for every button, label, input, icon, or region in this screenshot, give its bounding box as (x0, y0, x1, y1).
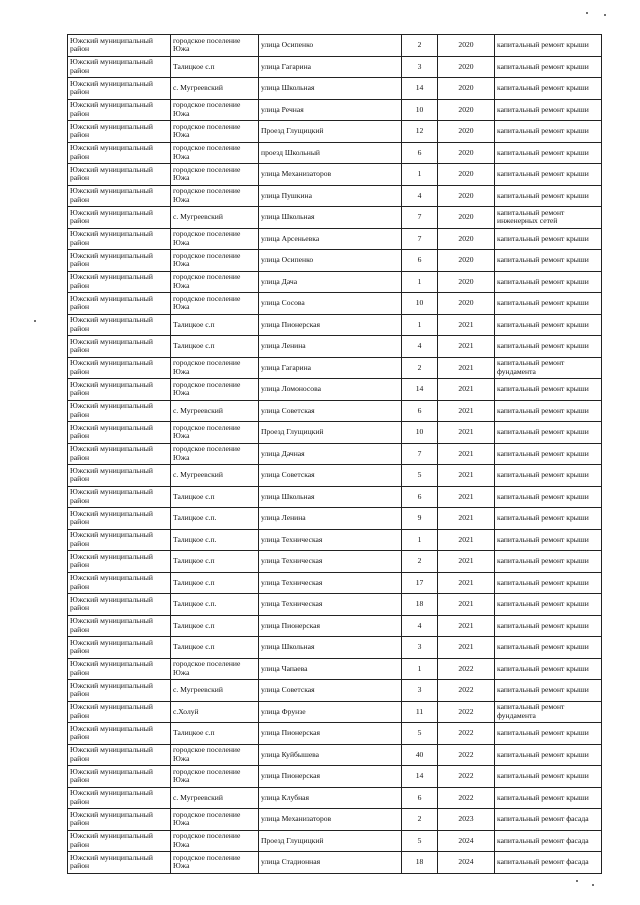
house-number-cell: 2 (402, 35, 438, 57)
settlement-cell: Талицкое с.п (171, 551, 259, 573)
street-cell: проезд Школьный (259, 142, 402, 164)
house-number-cell: 14 (402, 766, 438, 788)
table-row (68, 314, 602, 336)
street-cell: улица Школьная (259, 207, 402, 229)
street-cell: улица Механизаторов (259, 164, 402, 186)
settlement-cell: Талицкое с.п (171, 615, 259, 637)
scan-speck (586, 12, 588, 14)
district-cell: Южский муниципальный район (68, 99, 171, 121)
settlement-cell: городское поселение Южа (171, 293, 259, 315)
year-cell: 2020 (438, 142, 495, 164)
table-row (68, 78, 602, 100)
settlement-cell: городское поселение Южа (171, 658, 259, 680)
table-row (68, 400, 602, 422)
work-type-cell: капитальный ремонт крыши (495, 185, 602, 207)
street-cell: улица Школьная (259, 486, 402, 508)
district-cell: Южский муниципальный район (68, 486, 171, 508)
house-number-cell: 7 (402, 228, 438, 250)
settlement-cell: с. Мугреевский (171, 680, 259, 702)
work-type-cell: капитальный ремонт крыши (495, 78, 602, 100)
settlement-cell: городское поселение Южа (171, 250, 259, 272)
district-cell: Южский муниципальный район (68, 787, 171, 809)
work-type-cell: капитальный ремонт крыши (495, 250, 602, 272)
settlement-cell: городское поселение Южа (171, 142, 259, 164)
street-cell: улица Куйбышева (259, 744, 402, 766)
district-cell: Южский муниципальный район (68, 723, 171, 745)
year-cell: 2021 (438, 379, 495, 401)
document-page (67, 34, 601, 874)
work-type-cell: капитальный ремонт крыши (495, 35, 602, 57)
work-type-cell: капитальный ремонт крыши (495, 99, 602, 121)
table-row (68, 99, 602, 121)
table-row (68, 185, 602, 207)
work-type-cell: капитальный ремонт крыши (495, 551, 602, 573)
settlement-cell: Талицкое с.п (171, 723, 259, 745)
district-cell: Южский муниципальный район (68, 250, 171, 272)
district-cell: Южский муниципальный район (68, 228, 171, 250)
settlement-cell: с. Мугреевский (171, 787, 259, 809)
house-number-cell: 18 (402, 852, 438, 874)
year-cell: 2020 (438, 271, 495, 293)
district-cell: Южский муниципальный район (68, 809, 171, 831)
house-number-cell: 1 (402, 529, 438, 551)
street-cell: улица Речная (259, 99, 402, 121)
house-number-cell: 6 (402, 486, 438, 508)
scan-speck (34, 320, 36, 322)
settlement-cell: Талицкое с.п (171, 637, 259, 659)
district-cell: Южский муниципальный район (68, 658, 171, 680)
year-cell: 2020 (438, 35, 495, 57)
street-cell: улица Школьная (259, 637, 402, 659)
year-cell: 2020 (438, 164, 495, 186)
work-type-cell: капитальный ремонт крыши (495, 228, 602, 250)
year-cell: 2021 (438, 594, 495, 616)
house-number-cell: 4 (402, 615, 438, 637)
street-cell: улица Пионерская (259, 314, 402, 336)
year-cell: 2020 (438, 78, 495, 100)
year-cell: 2020 (438, 185, 495, 207)
house-number-cell: 6 (402, 787, 438, 809)
work-type-cell: капитальный ремонт крыши (495, 766, 602, 788)
table-row (68, 830, 602, 852)
street-cell: улица Арсеньевка (259, 228, 402, 250)
work-type-cell: капитальный ремонт фасада (495, 830, 602, 852)
work-type-cell: капитальный ремонт крыши (495, 680, 602, 702)
district-cell: Южский муниципальный район (68, 572, 171, 594)
house-number-cell: 14 (402, 379, 438, 401)
district-cell: Южский муниципальный район (68, 615, 171, 637)
street-cell: улица Ленина (259, 508, 402, 530)
street-cell: улица Техническая (259, 572, 402, 594)
year-cell: 2021 (438, 551, 495, 573)
street-cell: Проезд Глущицкий (259, 121, 402, 143)
table-row (68, 35, 602, 57)
table-row (68, 207, 602, 229)
year-cell: 2022 (438, 723, 495, 745)
street-cell: улица Дача (259, 271, 402, 293)
settlement-cell: Талицкое с.п. (171, 594, 259, 616)
district-cell: Южский муниципальный район (68, 56, 171, 78)
settlement-cell: городское поселение Южа (171, 121, 259, 143)
work-type-cell: капитальный ремонт фундамента (495, 701, 602, 723)
table-row (68, 271, 602, 293)
table-row (68, 228, 602, 250)
year-cell: 2021 (438, 357, 495, 379)
table-row (68, 164, 602, 186)
work-type-cell: капитальный ремонт крыши (495, 336, 602, 358)
house-number-cell: 10 (402, 293, 438, 315)
work-type-cell: капитальный ремонт крыши (495, 293, 602, 315)
street-cell: улица Дачная (259, 443, 402, 465)
table-row (68, 529, 602, 551)
table-row (68, 465, 602, 487)
street-cell: улица Советская (259, 465, 402, 487)
work-type-cell: капитальный ремонт крыши (495, 787, 602, 809)
house-number-cell: 4 (402, 185, 438, 207)
district-cell: Южский муниципальный район (68, 121, 171, 143)
table-row (68, 680, 602, 702)
settlement-cell: городское поселение Южа (171, 228, 259, 250)
work-type-cell: капитальный ремонт инженерных сетей (495, 207, 602, 229)
table-row (68, 572, 602, 594)
year-cell: 2021 (438, 443, 495, 465)
house-number-cell: 2 (402, 551, 438, 573)
district-cell: Южский муниципальный район (68, 185, 171, 207)
settlement-cell: городское поселение Южа (171, 766, 259, 788)
settlement-cell: Талицкое с.п (171, 314, 259, 336)
work-type-cell: капитальный ремонт крыши (495, 658, 602, 680)
settlement-cell: Талицкое с.п (171, 572, 259, 594)
work-type-cell: капитальный ремонт фасада (495, 852, 602, 874)
table-row (68, 422, 602, 444)
district-cell: Южский муниципальный район (68, 701, 171, 723)
work-type-cell: капитальный ремонт крыши (495, 529, 602, 551)
settlement-cell: с. Мугреевский (171, 207, 259, 229)
settlement-cell: городское поселение Южа (171, 422, 259, 444)
street-cell: улица Пионерская (259, 766, 402, 788)
work-type-cell: капитальный ремонт крыши (495, 572, 602, 594)
street-cell: улица Техническая (259, 529, 402, 551)
street-cell: улица Чапаева (259, 658, 402, 680)
house-number-cell: 1 (402, 164, 438, 186)
year-cell: 2023 (438, 809, 495, 831)
year-cell: 2020 (438, 99, 495, 121)
settlement-cell: городское поселение Южа (171, 379, 259, 401)
year-cell: 2020 (438, 56, 495, 78)
district-cell: Южский муниципальный район (68, 852, 171, 874)
street-cell: улица Осипенко (259, 35, 402, 57)
table-row (68, 121, 602, 143)
district-cell: Южский муниципальный район (68, 400, 171, 422)
house-number-cell: 6 (402, 400, 438, 422)
district-cell: Южский муниципальный район (68, 830, 171, 852)
settlement-cell: городское поселение Южа (171, 271, 259, 293)
district-cell: Южский муниципальный район (68, 551, 171, 573)
street-cell: улица Гагарина (259, 357, 402, 379)
house-number-cell: 2 (402, 357, 438, 379)
year-cell: 2020 (438, 207, 495, 229)
house-number-cell: 3 (402, 56, 438, 78)
house-number-cell: 9 (402, 508, 438, 530)
district-cell: Южский муниципальный район (68, 529, 171, 551)
table-row (68, 852, 602, 874)
settlement-cell: городское поселение Южа (171, 809, 259, 831)
settlement-cell: городское поселение Южа (171, 443, 259, 465)
settlement-cell: Талицкое с.п (171, 56, 259, 78)
settlement-cell: городское поселение Южа (171, 357, 259, 379)
house-number-cell: 7 (402, 443, 438, 465)
settlement-cell: с.Холуй (171, 701, 259, 723)
table-row (68, 551, 602, 573)
house-number-cell: 1 (402, 271, 438, 293)
street-cell: улица Техническая (259, 594, 402, 616)
street-cell: улица Ленина (259, 336, 402, 358)
district-cell: Южский муниципальный район (68, 78, 171, 100)
district-cell: Южский муниципальный район (68, 637, 171, 659)
work-type-cell: капитальный ремонт крыши (495, 744, 602, 766)
district-cell: Южский муниципальный район (68, 164, 171, 186)
table-row (68, 744, 602, 766)
house-number-cell: 5 (402, 465, 438, 487)
year-cell: 2022 (438, 744, 495, 766)
year-cell: 2021 (438, 336, 495, 358)
house-number-cell: 18 (402, 594, 438, 616)
work-type-cell: капитальный ремонт крыши (495, 422, 602, 444)
year-cell: 2021 (438, 314, 495, 336)
table-row (68, 637, 602, 659)
street-cell: улица Пионерская (259, 615, 402, 637)
street-cell: улица Механизаторов (259, 809, 402, 831)
settlement-cell: с. Мугреевский (171, 400, 259, 422)
district-cell: Южский муниципальный район (68, 443, 171, 465)
street-cell: улица Стадионная (259, 852, 402, 874)
house-number-cell: 5 (402, 723, 438, 745)
street-cell: улица Сосова (259, 293, 402, 315)
table-row (68, 443, 602, 465)
year-cell: 2022 (438, 701, 495, 723)
work-type-cell: капитальный ремонт крыши (495, 486, 602, 508)
table-row (68, 56, 602, 78)
district-cell: Южский муниципальный район (68, 357, 171, 379)
district-cell: Южский муниципальный район (68, 142, 171, 164)
year-cell: 2021 (438, 572, 495, 594)
year-cell: 2021 (438, 637, 495, 659)
street-cell: улица Фрунзе (259, 701, 402, 723)
year-cell: 2021 (438, 486, 495, 508)
work-type-cell: капитальный ремонт крыши (495, 443, 602, 465)
table-row (68, 142, 602, 164)
settlement-cell: городское поселение Южа (171, 852, 259, 874)
table-row (68, 723, 602, 745)
district-cell: Южский муниципальный район (68, 35, 171, 57)
work-type-cell: капитальный ремонт крыши (495, 637, 602, 659)
settlement-cell: с. Мугреевский (171, 465, 259, 487)
settlement-cell: Талицкое с.п (171, 486, 259, 508)
scan-speck (604, 14, 606, 16)
table-row (68, 508, 602, 530)
house-number-cell: 5 (402, 830, 438, 852)
table-row (68, 357, 602, 379)
street-cell: улица Ломоносова (259, 379, 402, 401)
district-cell: Южский муниципальный район (68, 207, 171, 229)
house-number-cell: 7 (402, 207, 438, 229)
year-cell: 2021 (438, 422, 495, 444)
work-type-cell: капитальный ремонт крыши (495, 594, 602, 616)
table-row (68, 250, 602, 272)
district-cell: Южский муниципальный район (68, 314, 171, 336)
street-cell: Проезд Глущицкий (259, 422, 402, 444)
settlement-cell: Талицкое с.п. (171, 508, 259, 530)
table-row (68, 379, 602, 401)
settlement-cell: городское поселение Южа (171, 164, 259, 186)
scan-speck (576, 880, 578, 882)
district-cell: Южский муниципальный район (68, 766, 171, 788)
work-type-cell: капитальный ремонт крыши (495, 723, 602, 745)
work-type-cell: капитальный ремонт крыши (495, 314, 602, 336)
settlement-cell: с. Мугреевский (171, 78, 259, 100)
house-number-cell: 2 (402, 809, 438, 831)
work-type-cell: капитальный ремонт крыши (495, 465, 602, 487)
work-type-cell: капитальный ремонт крыши (495, 400, 602, 422)
house-number-cell: 3 (402, 637, 438, 659)
work-type-cell: капитальный ремонт крыши (495, 615, 602, 637)
year-cell: 2022 (438, 658, 495, 680)
street-cell: улица Советская (259, 400, 402, 422)
table-row (68, 594, 602, 616)
street-cell: улица Техническая (259, 551, 402, 573)
year-cell: 2024 (438, 830, 495, 852)
street-cell: улица Пионерская (259, 723, 402, 745)
table-row (68, 809, 602, 831)
house-number-cell: 6 (402, 142, 438, 164)
house-number-cell: 10 (402, 422, 438, 444)
district-cell: Южский муниципальный район (68, 379, 171, 401)
year-cell: 2020 (438, 121, 495, 143)
house-number-cell: 10 (402, 99, 438, 121)
house-number-cell: 6 (402, 250, 438, 272)
year-cell: 2022 (438, 766, 495, 788)
house-number-cell: 4 (402, 336, 438, 358)
year-cell: 2021 (438, 465, 495, 487)
house-number-cell: 11 (402, 701, 438, 723)
district-cell: Южский муниципальный район (68, 465, 171, 487)
settlement-cell: городское поселение Южа (171, 35, 259, 57)
house-number-cell: 17 (402, 572, 438, 594)
work-type-cell: капитальный ремонт крыши (495, 508, 602, 530)
settlement-cell: городское поселение Южа (171, 830, 259, 852)
table-row (68, 293, 602, 315)
year-cell: 2022 (438, 680, 495, 702)
table-row (68, 766, 602, 788)
district-cell: Южский муниципальный район (68, 744, 171, 766)
street-cell: улица Школьная (259, 78, 402, 100)
house-number-cell: 40 (402, 744, 438, 766)
settlement-cell: городское поселение Южа (171, 99, 259, 121)
table-row (68, 486, 602, 508)
street-cell: улица Гагарина (259, 56, 402, 78)
work-type-cell: капитальный ремонт крыши (495, 164, 602, 186)
house-number-cell: 14 (402, 78, 438, 100)
work-type-cell: капитальный ремонт фундамента (495, 357, 602, 379)
district-cell: Южский муниципальный район (68, 594, 171, 616)
table-row (68, 336, 602, 358)
district-cell: Южский муниципальный район (68, 271, 171, 293)
street-cell: улица Клубная (259, 787, 402, 809)
street-cell: улица Советская (259, 680, 402, 702)
district-cell: Южский муниципальный район (68, 508, 171, 530)
year-cell: 2020 (438, 250, 495, 272)
district-cell: Южский муниципальный район (68, 293, 171, 315)
district-cell: Южский муниципальный район (68, 422, 171, 444)
year-cell: 2022 (438, 787, 495, 809)
house-number-cell: 3 (402, 680, 438, 702)
year-cell: 2021 (438, 529, 495, 551)
table-row (68, 658, 602, 680)
settlement-cell: Талицкое с.п. (171, 529, 259, 551)
settlement-cell: Талицкое с.п (171, 336, 259, 358)
work-type-cell: капитальный ремонт крыши (495, 142, 602, 164)
work-type-cell: капитальный ремонт крыши (495, 379, 602, 401)
repair-schedule-table (67, 34, 602, 874)
year-cell: 2021 (438, 508, 495, 530)
work-type-cell: капитальный ремонт крыши (495, 271, 602, 293)
year-cell: 2024 (438, 852, 495, 874)
work-type-cell: капитальный ремонт крыши (495, 121, 602, 143)
district-cell: Южский муниципальный район (68, 336, 171, 358)
year-cell: 2020 (438, 228, 495, 250)
district-cell: Южский муниципальный район (68, 680, 171, 702)
scan-speck (592, 884, 594, 886)
table-row (68, 787, 602, 809)
work-type-cell: капитальный ремонт крыши (495, 56, 602, 78)
year-cell: 2020 (438, 293, 495, 315)
settlement-cell: городское поселение Южа (171, 185, 259, 207)
year-cell: 2021 (438, 400, 495, 422)
house-number-cell: 1 (402, 314, 438, 336)
table-row (68, 615, 602, 637)
street-cell: Проезд Глущицкий (259, 830, 402, 852)
settlement-cell: городское поселение Южа (171, 744, 259, 766)
street-cell: улица Осипенко (259, 250, 402, 272)
street-cell: улица Пушкина (259, 185, 402, 207)
table-row (68, 701, 602, 723)
house-number-cell: 1 (402, 658, 438, 680)
year-cell: 2021 (438, 615, 495, 637)
work-type-cell: капитальный ремонт фасада (495, 809, 602, 831)
house-number-cell: 12 (402, 121, 438, 143)
table-body (68, 35, 602, 874)
